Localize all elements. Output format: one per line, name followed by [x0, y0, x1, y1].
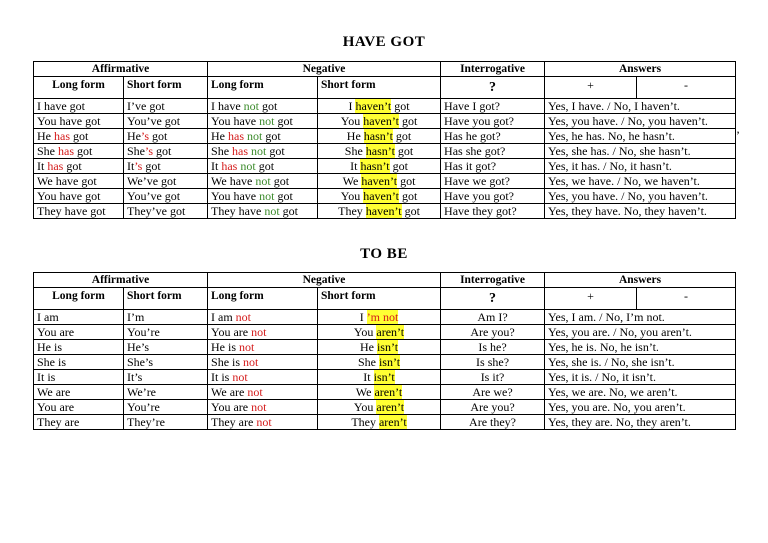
- negative-long-cell: [208, 144, 318, 159]
- text-segment: has: [54, 129, 70, 143]
- negative-long-cell: [208, 340, 318, 355]
- text-segment: not: [259, 114, 275, 128]
- interrogative-cell: Is it?: [441, 370, 545, 385]
- interrogative-cell: Has she got?: [441, 144, 545, 159]
- negative-long-cell: [208, 370, 318, 385]
- negative-short-cell: [318, 114, 441, 129]
- text-segment: He: [211, 129, 229, 143]
- negative-short-cell: [318, 325, 441, 340]
- affirmative-long-cell: [34, 174, 124, 189]
- text-segment: got: [398, 114, 418, 128]
- text-segment: ’s: [141, 129, 150, 143]
- text-segment: You are: [211, 325, 252, 339]
- affirmative-long-cell: They are: [34, 415, 124, 430]
- affirmative-long-cell: I am: [34, 310, 124, 325]
- affirmative-short-cell: We’re: [124, 385, 208, 400]
- negative-long-cell: [208, 415, 318, 430]
- table-row: [34, 174, 736, 189]
- text-segment: got: [401, 204, 420, 218]
- negative-short-cell: [318, 144, 441, 159]
- answer-cell: Yes, you are. / No, you aren’t.: [545, 325, 736, 340]
- text-segment: They are: [211, 415, 257, 429]
- table-row: [34, 370, 736, 385]
- text-segment: ’s: [145, 144, 154, 158]
- text-segment: He is: [211, 340, 240, 354]
- negative-long-cell: [208, 99, 318, 114]
- text-segment: We have got: [37, 174, 97, 188]
- text-segment: I: [359, 310, 367, 324]
- text-segment: got: [270, 174, 290, 188]
- affirmative-long-cell: He is: [34, 340, 124, 355]
- header-question-mark: ?: [441, 77, 545, 99]
- text-segment: She: [37, 144, 58, 158]
- text-segment: aren’t: [376, 325, 405, 339]
- text-segment: got: [389, 159, 408, 173]
- text-segment: I’ve got: [127, 99, 165, 113]
- text-segment: not: [259, 189, 275, 203]
- interrogative-cell: Am I?: [441, 310, 545, 325]
- answer-cell: Yes, they are. No, they aren’t.: [545, 415, 736, 430]
- interrogative-cell: Is he?: [441, 340, 545, 355]
- affirmative-short-cell: He’s: [124, 340, 208, 355]
- text-segment: has: [47, 159, 64, 173]
- negative-short-cell: [318, 99, 441, 114]
- interrogative-cell: Are you?: [441, 325, 545, 340]
- answer-cell: Yes, you are. No, you aren’t.: [545, 400, 736, 415]
- interrogative-cell: Are they?: [441, 415, 545, 430]
- text-segment: They have got: [37, 204, 106, 218]
- header-negative: Negative: [208, 62, 441, 77]
- text-segment: got: [74, 144, 93, 158]
- answer-cell: Yes, you have. / No, you haven’t.: [545, 114, 736, 129]
- answer-cell: Yes, they have. No, they haven’t.: [545, 204, 736, 219]
- table-row: [34, 385, 736, 400]
- affirmative-short-cell: She’s: [124, 355, 208, 370]
- header-long-form: Long form: [208, 77, 318, 99]
- answer-cell: Yes, it is. / No, it isn’t.: [545, 370, 736, 385]
- text-segment: not: [232, 370, 248, 384]
- text-segment: You’ve got: [127, 189, 181, 203]
- table-row: [34, 114, 736, 129]
- have-got-table: [33, 61, 736, 219]
- header-short-form: Short form: [318, 77, 441, 99]
- text-segment: We: [342, 174, 362, 188]
- text-segment: You have: [211, 114, 260, 128]
- table-row: [34, 204, 736, 219]
- text-segment: They have: [211, 204, 265, 218]
- header-long-form: Long form: [208, 288, 318, 310]
- text-segment: They: [338, 204, 366, 218]
- text-segment: You have: [211, 189, 260, 203]
- affirmative-long-cell: We are: [34, 385, 124, 400]
- text-segment: We have: [211, 174, 256, 188]
- negative-short-cell: [318, 204, 441, 219]
- affirmative-long-cell: [34, 99, 124, 114]
- negative-short-cell: [318, 189, 441, 204]
- text-segment: got: [259, 99, 278, 113]
- negative-short-cell: [318, 340, 441, 355]
- interrogative-cell: Has he got?: [441, 129, 545, 144]
- text-segment: hasn’t: [360, 159, 390, 173]
- table-row: [34, 355, 736, 370]
- table-row: [34, 400, 736, 415]
- text-segment: He: [37, 129, 54, 143]
- text-segment: not: [240, 159, 256, 173]
- affirmative-long-cell: She is: [34, 355, 124, 370]
- text-segment: got: [392, 129, 412, 143]
- text-segment: not: [235, 310, 252, 324]
- text-segment: got: [149, 129, 168, 143]
- interrogative-cell: Have you got?: [441, 114, 545, 129]
- interrogative-cell: Has it got?: [441, 159, 545, 174]
- text-segment: ’m not: [366, 310, 399, 324]
- negative-short-cell: [318, 159, 441, 174]
- text-segment: It: [127, 159, 135, 173]
- text-segment: You: [353, 400, 377, 414]
- text-segment: I have: [211, 99, 244, 113]
- affirmative-short-cell: [124, 159, 208, 174]
- text-segment: got: [262, 129, 281, 143]
- affirmative-short-cell: It’s: [124, 370, 208, 385]
- have-got-title: HAVE GOT: [342, 34, 426, 50]
- answer-cell: Yes, it has. / No, it hasn’t.: [545, 159, 736, 174]
- negative-long-cell: [208, 355, 318, 370]
- table-row: [34, 99, 736, 114]
- text-segment: She is: [211, 355, 244, 369]
- text-segment: isn’t: [376, 340, 399, 354]
- text-segment: You have got: [37, 189, 101, 203]
- text-segment: We: [355, 385, 375, 399]
- text-segment: It: [350, 159, 361, 173]
- affirmative-short-cell: [124, 114, 208, 129]
- text-segment: haven’t: [361, 174, 398, 188]
- text-segment: You are: [211, 400, 252, 414]
- text-segment: got: [70, 129, 89, 143]
- negative-short-cell: [318, 174, 441, 189]
- interrogative-cell: Are we?: [441, 385, 545, 400]
- header-long-form: Long form: [34, 288, 124, 310]
- text-segment: She: [344, 144, 366, 158]
- table-row: [34, 415, 736, 430]
- header-question-mark: ?: [441, 288, 545, 310]
- text-segment: I am: [211, 310, 236, 324]
- answer-cell: Yes, you have. / No, you haven’t.: [545, 189, 736, 204]
- text-segment: got: [279, 204, 299, 218]
- affirmative-long-cell: [34, 144, 124, 159]
- table-row: [34, 325, 736, 340]
- text-segment: got: [394, 144, 414, 158]
- text-segment: aren’t: [374, 385, 403, 399]
- negative-short-cell: [318, 400, 441, 415]
- interrogative-cell: Have I got?: [441, 99, 545, 114]
- header-interrogative: Interrogative: [441, 62, 545, 77]
- text-segment: You have got: [37, 114, 101, 128]
- answer-cell: Yes, I am. / No, I’m not.: [545, 310, 736, 325]
- text-segment: He: [359, 340, 377, 354]
- text-segment: I have got: [37, 99, 85, 113]
- header-affirmative: Affirmative: [34, 273, 208, 288]
- text-segment: We are: [211, 385, 248, 399]
- affirmative-long-cell: [34, 159, 124, 174]
- text-segment: not: [256, 415, 272, 429]
- answer-cell: Yes, we are. No, we aren’t.: [545, 385, 736, 400]
- negative-long-cell: [208, 325, 318, 340]
- text-segment: haven’t: [355, 99, 392, 113]
- header-plus: +: [545, 288, 637, 310]
- text-segment: isn’t: [373, 370, 395, 384]
- table-row: [34, 189, 736, 204]
- text-segment: has: [232, 144, 249, 158]
- affirmative-long-cell: [34, 189, 124, 204]
- header-minus: -: [637, 77, 736, 99]
- text-segment: got: [274, 189, 293, 203]
- affirmative-short-cell: [124, 189, 208, 204]
- answer-cell: Yes, he has. No, he hasn’t.: [545, 129, 736, 144]
- to-be-title: TO BE: [360, 246, 408, 262]
- text-segment: not: [247, 129, 263, 143]
- interrogative-cell: Have they got?: [441, 204, 545, 219]
- text-segment: They’ve got: [127, 204, 186, 218]
- header-affirmative: Affirmative: [34, 62, 208, 77]
- text-segment: has: [221, 159, 238, 173]
- text-segment: not: [251, 144, 267, 158]
- stray-mark: ’: [736, 128, 740, 142]
- negative-short-cell: [318, 370, 441, 385]
- negative-short-cell: [318, 129, 441, 144]
- affirmative-short-cell: [124, 129, 208, 144]
- affirmative-long-cell: It is: [34, 370, 124, 385]
- table-row: [34, 340, 736, 355]
- text-segment: got: [397, 174, 416, 188]
- text-segment: not: [251, 325, 267, 339]
- affirmative-short-cell: I’m: [124, 310, 208, 325]
- header-plus: +: [545, 77, 637, 99]
- to-be-table: [33, 272, 736, 430]
- negative-short-cell: [318, 385, 441, 400]
- text-segment: It: [211, 159, 222, 173]
- text-segment: You: [340, 189, 364, 203]
- text-segment: got: [142, 159, 161, 173]
- interrogative-cell: Have we got?: [441, 174, 545, 189]
- text-segment: haven’t: [363, 189, 399, 203]
- text-segment: not: [239, 340, 255, 354]
- table-row: [34, 129, 736, 144]
- text-segment: aren’t: [378, 415, 407, 429]
- text-segment: haven’t: [365, 204, 402, 218]
- text-segment: You: [353, 325, 377, 339]
- header-short-form: Short form: [124, 288, 208, 310]
- text-segment: not: [255, 174, 271, 188]
- affirmative-long-cell: You are: [34, 400, 124, 415]
- text-segment: isn’t: [378, 355, 401, 369]
- negative-long-cell: [208, 310, 318, 325]
- table-row: [34, 310, 736, 325]
- text-segment: not: [247, 385, 263, 399]
- text-segment: got: [63, 159, 82, 173]
- answer-cell: Yes, we have. / No, we haven’t.: [545, 174, 736, 189]
- text-segment: not: [264, 204, 280, 218]
- text-segment: We’ve got: [127, 174, 177, 188]
- text-segment: He: [127, 129, 141, 143]
- text-segment: It: [363, 370, 374, 384]
- text-segment: got: [153, 144, 172, 158]
- text-segment: got: [398, 189, 418, 203]
- header-short-form: Short form: [124, 77, 208, 99]
- text-segment: I: [348, 99, 356, 113]
- header-answers: Answers: [545, 273, 736, 288]
- affirmative-short-cell: [124, 174, 208, 189]
- text-segment: got: [391, 99, 410, 113]
- negative-long-cell: [208, 174, 318, 189]
- header-minus: -: [637, 288, 736, 310]
- text-segment: He: [346, 129, 364, 143]
- negative-short-cell: [318, 355, 441, 370]
- affirmative-short-cell: [124, 204, 208, 219]
- negative-long-cell: [208, 385, 318, 400]
- table-row: [34, 144, 736, 159]
- text-segment: got: [266, 144, 285, 158]
- negative-short-cell: [318, 310, 441, 325]
- text-segment: hasn’t: [363, 129, 393, 143]
- header-answers: Answers: [545, 62, 736, 77]
- interrogative-cell: Is she?: [441, 355, 545, 370]
- answer-cell: Yes, he is. No, he isn’t.: [545, 340, 736, 355]
- text-segment: It is: [211, 370, 233, 384]
- text-segment: aren’t: [376, 400, 405, 414]
- affirmative-short-cell: [124, 144, 208, 159]
- text-segment: not: [243, 355, 259, 369]
- header-long-form: Long form: [34, 77, 124, 99]
- text-segment: got: [255, 159, 275, 173]
- text-segment: She: [211, 144, 233, 158]
- negative-long-cell: [208, 159, 318, 174]
- affirmative-long-cell: [34, 204, 124, 219]
- answer-cell: Yes, she is. / No, she isn’t.: [545, 355, 736, 370]
- header-negative: Negative: [208, 273, 441, 288]
- table-row: [34, 159, 736, 174]
- affirmative-long-cell: [34, 129, 124, 144]
- negative-short-cell: [318, 415, 441, 430]
- negative-long-cell: [208, 189, 318, 204]
- answer-cell: Yes, she has. / No, she hasn’t.: [545, 144, 736, 159]
- affirmative-short-cell: [124, 99, 208, 114]
- negative-long-cell: [208, 114, 318, 129]
- text-segment: has: [228, 129, 245, 143]
- text-segment: She: [127, 144, 145, 158]
- negative-long-cell: [208, 400, 318, 415]
- affirmative-short-cell: You’re: [124, 400, 208, 415]
- text-segment: You: [340, 114, 364, 128]
- answer-cell: Yes, I have. / No, I haven’t.: [545, 99, 736, 114]
- negative-long-cell: [208, 204, 318, 219]
- negative-long-cell: [208, 129, 318, 144]
- header-interrogative: Interrogative: [441, 273, 545, 288]
- interrogative-cell: Have you got?: [441, 189, 545, 204]
- affirmative-short-cell: You’re: [124, 325, 208, 340]
- text-segment: You’ve got: [127, 114, 181, 128]
- affirmative-long-cell: [34, 114, 124, 129]
- text-segment: got: [274, 114, 293, 128]
- text-segment: has: [58, 144, 74, 158]
- text-segment: They: [351, 415, 379, 429]
- text-segment: haven’t: [363, 114, 399, 128]
- text-segment: hasn’t: [365, 144, 395, 158]
- text-segment: not: [251, 400, 267, 414]
- affirmative-long-cell: You are: [34, 325, 124, 340]
- interrogative-cell: Are you?: [441, 400, 545, 415]
- header-short-form: Short form: [318, 288, 441, 310]
- text-segment: ’s: [134, 159, 143, 173]
- text-segment: not: [243, 99, 260, 113]
- affirmative-short-cell: They’re: [124, 415, 208, 430]
- text-segment: She: [357, 355, 379, 369]
- text-segment: It: [37, 159, 48, 173]
